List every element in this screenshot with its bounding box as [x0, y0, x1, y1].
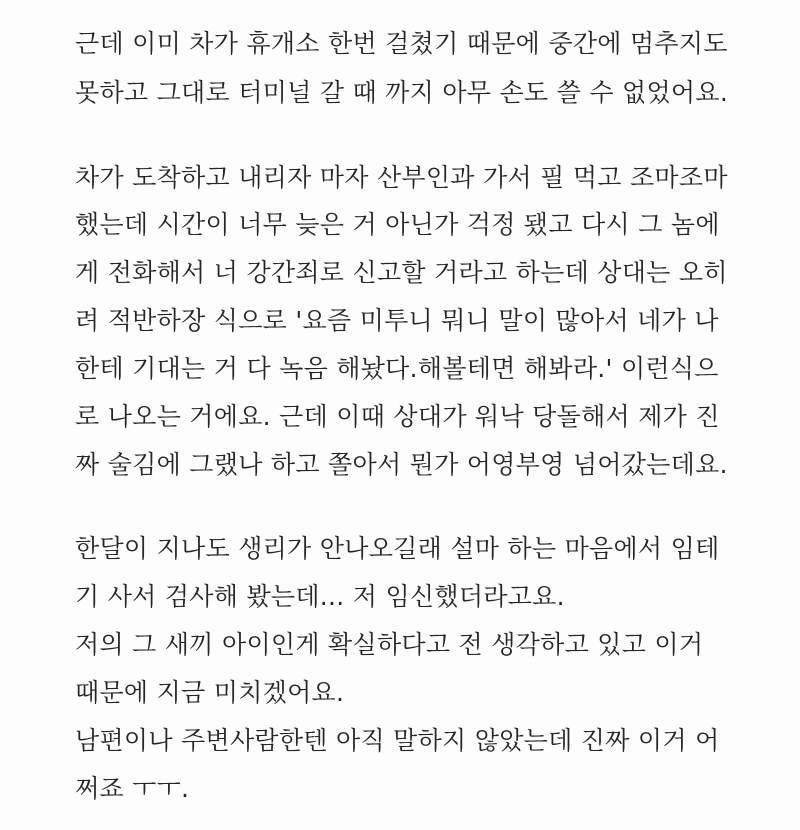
text-line: 기 사서 검사해 봤는데... 저 임신했더라고요. — [75, 582, 565, 611]
text-line: 쩌죠 ㅜㅜ. — [75, 774, 190, 803]
text-line: 한달이 지나도 생리가 안나오길래 설마 하는 마음에서 임테 — [75, 534, 720, 563]
text-line: 못하고 그대로 터미널 갈 때 까지 아무 손도 쓸 수 없었어요. — [75, 78, 729, 107]
text-line: 짜 술김에 그랬나 하고 쫄아서 뭔가 어영부영 넘어갔는데요. — [75, 450, 728, 479]
text-line: 저의 그 새끼 아이인게 확실하다고 전 생각하고 있고 이거 — [75, 630, 704, 659]
text-line: 로 나오는 거에요. 근데 이때 상대가 워낙 당돌해서 제가 진 — [75, 402, 720, 431]
text-line: 때문에 지금 미치겠어요. — [75, 678, 345, 707]
text-line: 한테 기대는 거 다 녹음 해놨다.해볼테면 해봐라.' 이런식으 — [75, 354, 719, 383]
text-line: 남편이나 주변사람한텐 아직 말하지 않았는데 진짜 이거 어 — [75, 726, 720, 755]
text-line: 려 적반하장 식으로 '요즘 미투니 뭐니 말이 많아서 네가 나 — [75, 306, 719, 335]
text-line: 근데 이미 차가 휴개소 한번 걸쳤기 때문에 중간에 멈추지도 — [75, 29, 728, 58]
text-line: 차가 도착하고 내리자 마자 산부인과 가서 필 먹고 조마조마 — [75, 163, 728, 192]
text-line: 했는데 시간이 너무 늦은 거 아닌가 걱정 됐고 다시 그 놈에 — [75, 210, 720, 239]
text-line: 게 전화해서 너 강간죄로 신고할 거라고 하는데 상대는 오히 — [75, 258, 728, 287]
